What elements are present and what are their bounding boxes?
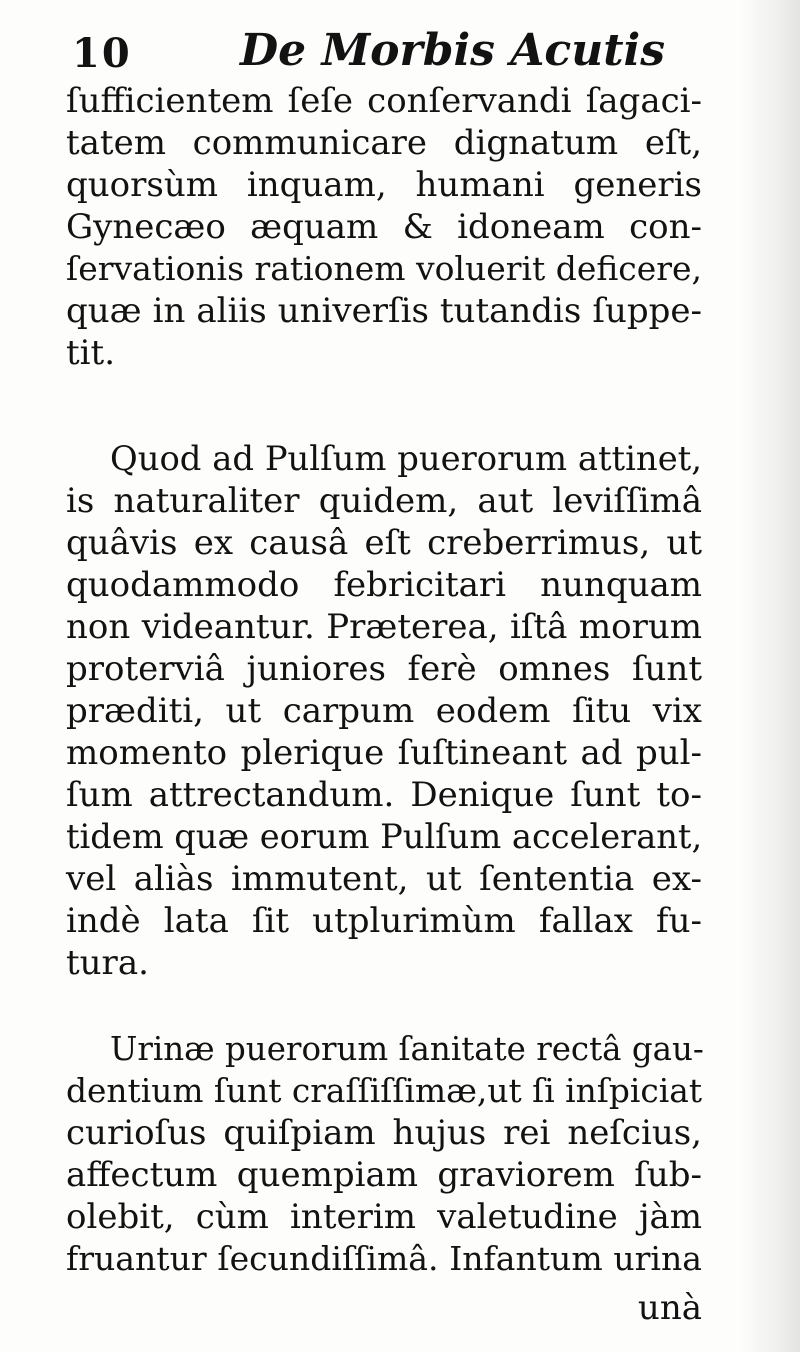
page-number: 10 [72,30,132,77]
paragraph-1 [66,80,702,374]
text-line: fruantur ſecundiſſimâ. Infantum urina [66,1239,702,1278]
text-line: indè lata ſit utplurimùm fallax fu- [66,901,702,941]
text-line: ſum attrectandum. Denique ſunt to- [66,775,702,815]
running-title: De Morbis Acutis [240,25,666,76]
text-line: is naturaliter quidem, aut leviſſimâ [66,481,702,521]
text-line: quæ in aliis univerſis tutandis ſuppe- [66,291,702,331]
catchword: unà [637,1288,702,1328]
text-line: olebit, cùm interim valetudine jàm [66,1197,702,1237]
text-line-first [66,438,702,480]
paragraph-2 [66,438,702,984]
text-line: proterviâ juniores ferè omnes ſunt [66,649,702,689]
text-line: momento plerique ſuſtineant ad pul- [66,733,702,773]
text-line: quodammodo febricitari nunquam [66,565,702,605]
text-line: præditi, ut carpum eodem ſitu vix [66,691,702,731]
paragraph-3 [66,1028,702,1280]
text-line: quorsùm inquam, humani generis [66,165,702,205]
text-line: affectum quempiam graviorem ſub- [66,1155,702,1195]
text-line: non videantur. Præterea, iſtâ morum [66,607,702,647]
text-line: ſervationis rationem voluerit deficere, [66,249,702,288]
text-line: ſufficientem ſeſe conſervandi ſagaci- [66,81,702,121]
text-line-first [66,1028,702,1070]
text-line: dentium ſunt craſſiſſimæ,ut ſi inſpiciat [66,1072,702,1110]
text-line: quâvis ex causâ eſt creberrimus, ut [66,523,702,563]
text-line: vel aliàs immutent, ut ſententia ex- [66,859,702,899]
text-line: tura. [66,943,149,983]
text-line-content: Urinæ puerorum ſanitate rectâ gau- [110,1030,704,1068]
text-line: tidem quæ eorum Pulſum accelerant, [66,817,703,856]
text-line: Gynecæo æquam & idoneam con- [66,207,702,247]
text-line: curioſus quiſpiam hujus rei neſcius, [66,1113,702,1153]
text-line-content: Quod ad Pulſum puerorum attinet, [110,439,702,478]
page-header [72,18,712,84]
text-line: tatem communicare dignatum eſt, [66,123,702,163]
text-line: tit. [66,333,116,373]
